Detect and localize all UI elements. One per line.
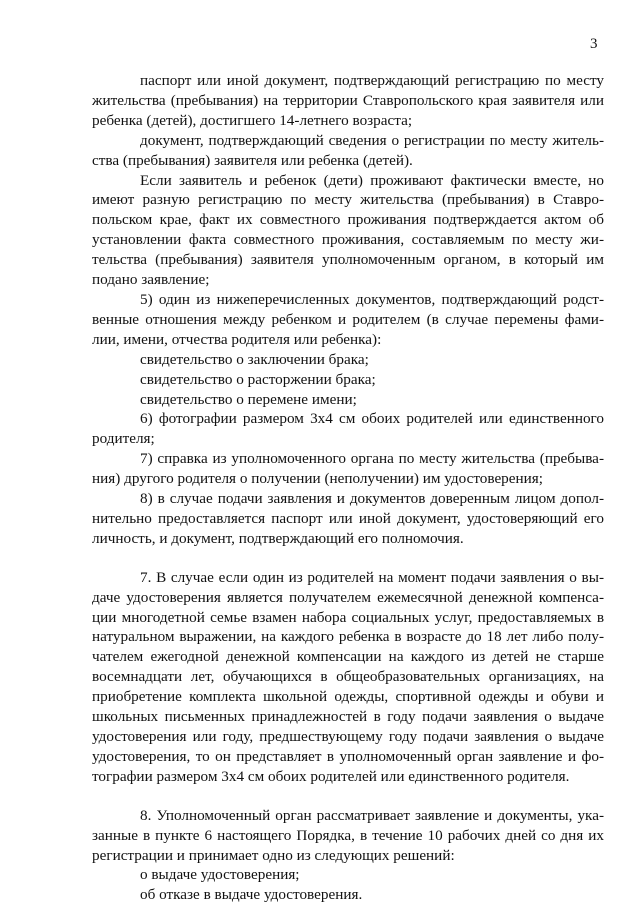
paragraph-item-7: 7) справка из уполномоченного органа по месту жительства (пребывания) другого родителя о получении (неполучении) им удостоверения; xyxy=(92,450,604,488)
section-gap xyxy=(92,549,604,568)
paragraph-section-8: 8. Уполномоченный орган рассматривает заявление и документы, указанные в пункте 6 настоящего Порядка, в течение 10 рабочих дней со дня их регистрации и принимает одно из следующих решений: xyxy=(92,806,604,864)
list-item-name-change-certificate: свидетельство о перемене имени; xyxy=(140,390,357,408)
paragraph-item-8: 8) в случае подачи заявления и документов доверенным лицом дополнительно предоставляется паспорт или иной документ, удостоверяющий его личность, и документ, подтверждающий его полномочия. xyxy=(92,490,604,547)
paragraph-passport: паспорт или иной документ, подтверждающий регистрацию по месту жительства (пребывания) на территории Ставропольского края заявителя или ребенка (детей), достигшего 14-летнего возраста; xyxy=(92,72,604,129)
list-item-divorce-certificate: свидетельство о расторжении брака; xyxy=(140,370,376,388)
list-item-refusal-decision: об отказе в выдаче удостоверения. xyxy=(140,886,363,904)
list-item-issue-decision: о выдаче удостоверения; xyxy=(140,866,300,884)
paragraph-section-7: 7. В случае если один из родителей на момент подачи заявления о выдаче удостоверения является получателем ежемесячной денежной компенсации многодетной семье взамен набора социальных услуг, предоставляемых в натуральном выражении, на каждого ребенка в возрасте до 18 лет либо получателем ежегодной денежной компенсации на каждого из детей не старше восемнадцати лет, обучающихся в общеобразовательных организациях, на приобретение комплекта школьной одежды, спортивной одежды и обуви и школьных письменных принадлежностей в году подачи заявления о выдаче удостоверения или году, предшествующему году подачи заявления о выдаче удостоверения, то он представляет в уполномоченный орган заявление и фотографии размером 3x4 см обоих родителей или единственного родителя. xyxy=(92,568,604,785)
section-gap xyxy=(92,787,604,806)
page-number: 3 xyxy=(590,36,598,52)
paragraph-item-6: 6) фотографии размером 3x4 см обоих родителей или единственного родителя; xyxy=(92,410,604,448)
paragraph-item-5: 5) один из нижеперечисленных документов, подтверждающий родственные отношения между ребенком и родителем (в случае перемены фамилии, имени, отчества родителя или ребенка): xyxy=(92,290,604,348)
paragraph-joint-residence: Если заявитель и ребенок (дети) проживают фактически вместе, но имеют разную регистрацию по месту жительства (пребывания) в Ставропольском крае, факт их совместного проживания подтверждается актом об установлении факта совместного проживания, составляемым по месту жительства (пребывания) заявителя уполномоченным органом, в который им подано заявление; xyxy=(92,171,604,289)
document-body xyxy=(92,71,604,905)
paragraph-registration-document: документ, подтверждающий сведения о регистрации по месту жительства (пребывания) заявителя или ребенка (детей). xyxy=(92,131,604,169)
list-item-marriage-certificate: свидетельство о заключении брака; xyxy=(140,350,369,368)
